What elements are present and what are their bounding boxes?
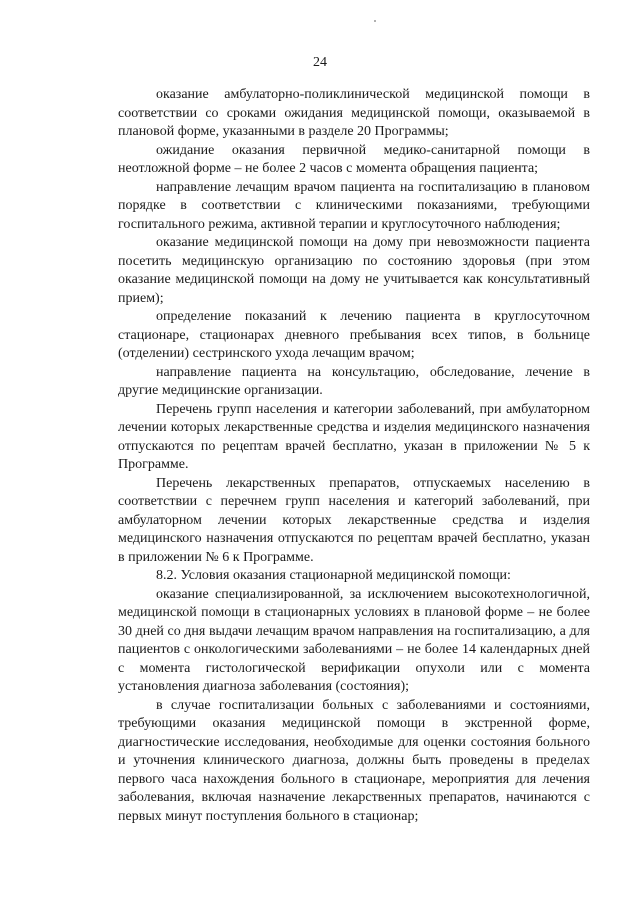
scan-speck <box>374 20 376 22</box>
paragraph-emergency-hospitalization: в случае госпитализации больных с заболеваниями и состояниями, требующими оказания медицинской помощи в экстренной форме, диагностические исследования, необходимые для оценки состояния больного и уточнения клинического диагноза, должны быть проведены в пределах первого часа нахождения больного в стационаре, мероприятия для лечения заболевания, включая назначение лекарственных препаратов, начинаются с первых минут поступления больного в стационар; <box>118 697 590 824</box>
paragraph-consultation-referral: направление пациента на консультацию, обследование, лечение в другие медицинские организации. <box>118 364 590 398</box>
paragraph-specialized-care: оказание специализированной, за исключением высокотехнологичной, медицинской помощи в стационарных условиях в плановой форме – не более 30 дней со дня выдачи лечащим врачом направления на госпитализацию, а для пациентов с онкологическими заболеваниями – не более 14 календарных дней с момента гистологической верификации опухоли или с момента установления диагноза заболевания (состояния); <box>118 586 590 694</box>
paragraph-free-medication-groups: Перечень групп населения и категории заболеваний, при амбулаторном лечении которых лекарственные средства и изделия медицинского назначения отпускаются по рецептам врачей бесплатно, указан в приложении № 5 к Программе. <box>118 401 590 472</box>
paragraph-hospital-referral: направление лечащим врачом пациента на госпитализацию в плановом порядке в соответствии с клиническими показаниями, требующими госпитального режима, активной терапии и круглосуточного наблюдения; <box>118 179 590 232</box>
paragraph-medication-list: Перечень лекарственных препаратов, отпускаемых населению в соответствии с перечнем групп населения и категорий заболеваний, при амбулаторном лечении которых лекарственные средства и изделия медицинского назначения отпускаются по рецептам врачей бесплатно, указан в приложении № 6 к Программе. <box>118 475 590 565</box>
page-number: 24 <box>313 55 327 70</box>
paragraph-urgent-waiting: ожидание оказания первичной медико-санитарной помощи в неотложной форме – не более 2 часов с момента обращения пациента; <box>118 142 590 176</box>
section-heading-8-2: 8.2. Условия оказания стационарной медицинской помощи: <box>156 568 511 583</box>
paragraph-home-care: оказание медицинской помощи на дому при невозможности пациента посетить медицинскую организацию по состоянию здоровья (при этом оказание медицинской помощи на дому не учитывается как консультативный прием); <box>118 235 590 306</box>
paragraph-inpatient-indications: определение показаний к лечению пациента в круглосуточном стационаре, стационарах дневного пребывания всех типов, в больнице (отделении) сестринского ухода лечащим врачом; <box>118 309 590 361</box>
document-body <box>118 86 590 826</box>
paragraph-outpatient-care: оказание амбулаторно-поликлинической медицинской помощи в соответствии со сроками ожидания медицинской помощи, оказываемой в плановой форме, указанными в разделе 20 Программы; <box>118 87 590 139</box>
